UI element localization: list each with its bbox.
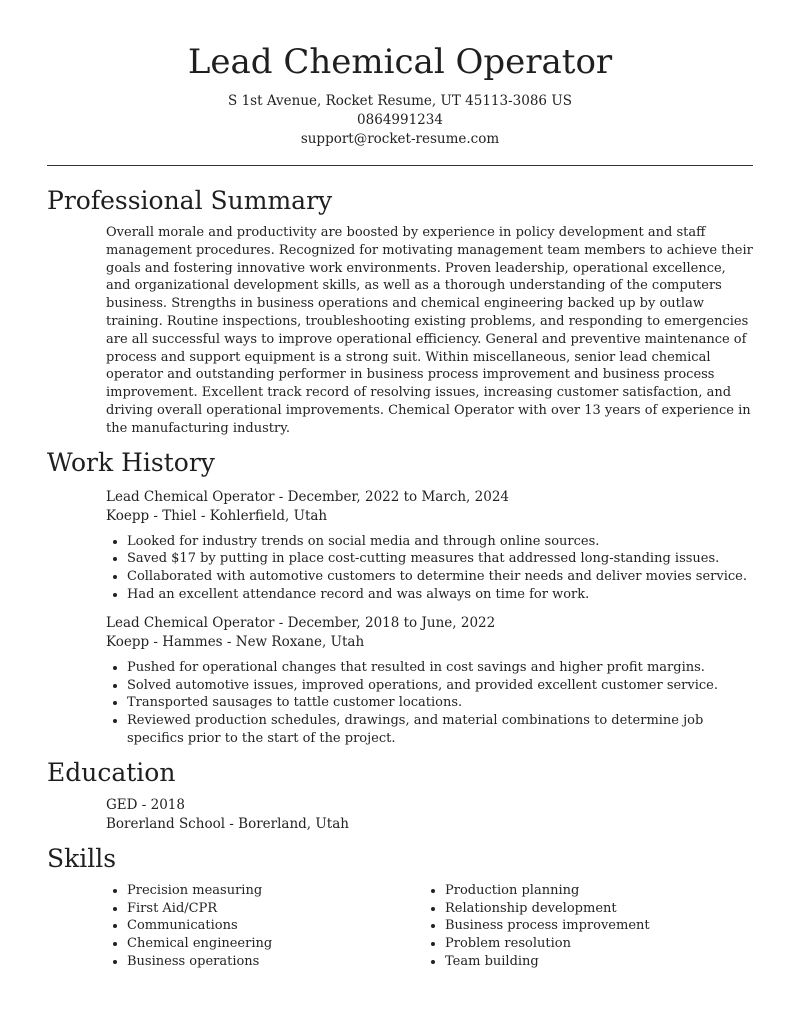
- section-title-summary: Professional Summary: [47, 186, 333, 215]
- skill-item: • Production planning: [445, 882, 742, 900]
- education-section: [47, 756, 753, 834]
- job-duty-item: • Reviewed production schedules, drawings, and material combinations to determine job specifics prior to the start of the project.: [127, 712, 753, 748]
- skills-grid: [106, 882, 753, 971]
- skill-item: • Business operations: [127, 953, 424, 971]
- skills-list: [106, 882, 424, 971]
- skill-item: • Communications: [127, 917, 424, 935]
- summary-text: Overall morale and productivity are boosted by experience in policy development and staff management procedures. Recognized for motivating management team members to achieve their goals and fostering innovative work environments. Proven leadership, operational excellence, and organizational development skills, as well as a thorough understanding of the computers business. Strengths in business operations and chemical engineering backed up by outlaw training. Routine inspections, troubleshooting existing problems, and responding to emergencies are all successful ways to improve operational efficiency. General and preventive maintenance of process and support equipment is a strong suit. Within miscellaneous, senior lead chemical operator and outstanding performer in business process improvement and business process improvement. Excellent track record of resolving issues, increasing customer satisfaction, and driving overall operational improvements. Chemical Operator with over 13 years of experience in the manufacturing industry.: [106, 225, 753, 436]
- email-address: support@rocket-resume.com: [300, 131, 500, 147]
- candidate-name: Lead Chemical Operator: [187, 42, 613, 82]
- job-duty-item: • Saved $17 by putting in place cost-cutting measures that addressed long-standing issues.: [127, 550, 753, 568]
- header-divider: [47, 165, 753, 166]
- skill-item: • Chemical engineering: [127, 935, 424, 953]
- job-duties-list: [106, 533, 753, 604]
- skill-item: • First Aid/CPR: [127, 900, 424, 918]
- professional-summary-section: [47, 184, 753, 438]
- skills-column-left: [106, 882, 424, 971]
- degree-year: GED - 2018: [106, 796, 185, 813]
- work-history-section: [47, 446, 753, 748]
- skills-section: [47, 842, 753, 971]
- section-title-work-history: Work History: [47, 447, 215, 477]
- phone-number: 0864991234: [357, 112, 443, 128]
- job-company-location: Koepp - Thiel - Kohlerfield, Utah: [106, 507, 328, 524]
- section-title-skills: Skills: [47, 843, 117, 873]
- section-title-education: Education: [47, 757, 176, 787]
- job-duty-item: • Transported sausages to tattle customer locations.: [127, 694, 753, 712]
- job-duty-item: • Looked for industry trends on social media and through online sources.: [127, 533, 753, 551]
- skill-item: • Precision measuring: [127, 882, 424, 900]
- job-duty-item: • Collaborated with automotive customers to determine their needs and deliver movies service.: [127, 568, 753, 586]
- job-duty-item: • Pushed for operational changes that resulted in cost savings and higher profit margins.: [127, 659, 753, 677]
- skill-item: • Business process improvement: [445, 917, 742, 935]
- resume-header: [0, 0, 800, 149]
- school-location: Borerland School - Borerland, Utah: [106, 815, 349, 832]
- skill-item: • Problem resolution: [445, 935, 742, 953]
- skills-column-right: [424, 882, 742, 971]
- job-duty-item: • Had an excellent attendance record and was always on time for work.: [127, 586, 753, 604]
- job-title-dates: Lead Chemical Operator - December, 2018 to June, 2022: [106, 614, 496, 631]
- job-entry: [106, 488, 753, 604]
- skills-list: [424, 882, 742, 971]
- skill-item: • Team building: [445, 953, 742, 971]
- job-duties-list: [106, 659, 753, 748]
- address: S 1st Avenue, Rocket Resume, UT 45113-3086 US: [228, 93, 572, 109]
- job-entry: [106, 614, 753, 748]
- contact-info: [0, 92, 800, 149]
- job-duty-item: • Solved automotive issues, improved operations, and provided excellent customer service.: [127, 677, 753, 695]
- skill-item: • Relationship development: [445, 900, 742, 918]
- job-company-location: Koepp - Hammes - New Roxane, Utah: [106, 633, 365, 650]
- job-title-dates: Lead Chemical Operator - December, 2022 to March, 2024: [106, 488, 509, 505]
